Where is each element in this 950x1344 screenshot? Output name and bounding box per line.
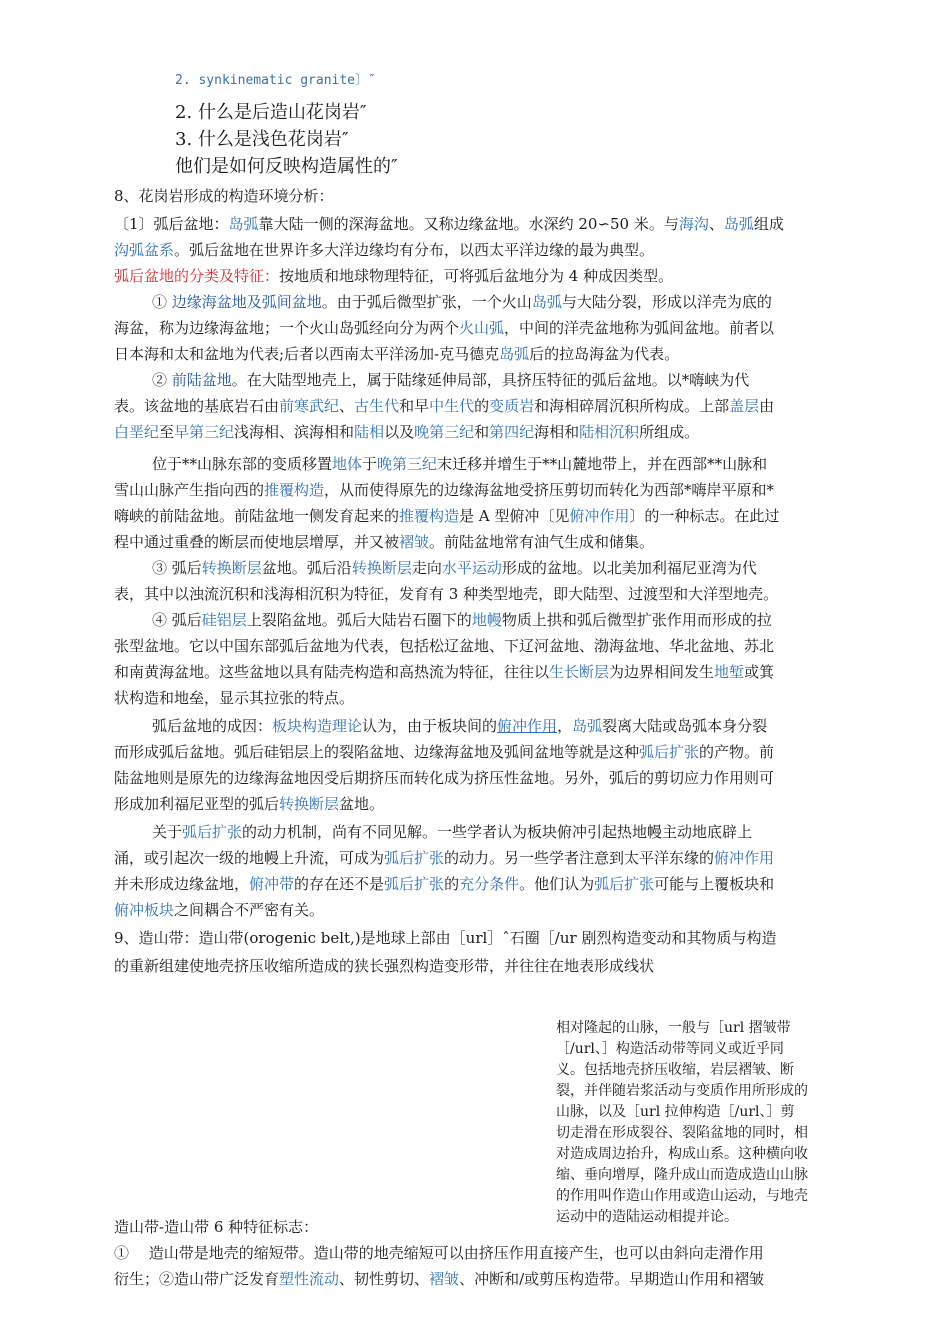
paragraph-line: 雪山山脉产生指向西的推覆构造，从而使得原先的边缘海盆地受挤压剪切而转化为西部*嗨岸平原和* [114,481,775,499]
link-fold[interactable]: 褶皱 [399,533,430,551]
link-subduction-zone[interactable]: 俯冲带 [249,875,295,893]
section-8-heading: 8、花岗岩形成的构造环境分析： [114,187,334,205]
link-island-arc[interactable]: 岛弧 [228,215,259,233]
list-item-synkinematic: 2. synkinematic granite〕″ [175,73,376,88]
link-subduction[interactable]: 俯冲作用 [497,717,558,735]
textbox-line: 对造成周边抬升，构成山系。这种横向收 [556,1146,808,1162]
paragraph-line: 并未形成边缘盆地，俯冲带的存在还不是弧后扩张的充分条件。他们认为弧后扩张可能与上覆板块和 [114,875,775,893]
paragraph-line: 表，其中以浊流沉积和浅海相沉积为特征，发育有 3 种类型地壳，即大陆型、过渡型和大洋型地壳。 [114,585,779,603]
list-item-post-orogenic: 2. 什么是后造山花岗岩″ [175,102,367,123]
paragraph-line: 弧后盆地的成因：板块构造理论认为，由于板块间的俯冲作用，岛弧裂离大陆或岛弧本身分裂 [152,717,768,735]
paragraph-line: 沟弧盆系。弧后盆地在世界许多大洋边缘均有分布，以西太平洋边缘的最为典型。 [114,241,655,259]
link-quaternary[interactable]: 第四纪 [489,423,535,441]
paragraph-line: 表。该盆地的基底岩石由前寒武纪、古生代和早中生代的变质岩和海相碎屑沉积所构成。上部盖层由 [114,397,775,415]
link-graben[interactable]: 地堑 [714,663,745,681]
link-foreland-basin[interactable]: 前陆盆地 [171,371,232,389]
link-transform-fault[interactable]: 转换断层 [279,795,340,813]
textbox-line: 裂，并伴随岩浆活动与变质作用所形成的 [556,1083,808,1099]
paragraph-line: 白垩纪至早第三纪浅海相、滨海相和陆相以及晚第三纪和第四纪海相和陆相沉积所组成。 [114,423,700,441]
classification-heading: 弧后盆地的分类及特征： [114,267,280,285]
link-back-arc-spreading[interactable]: 弧后扩张 [182,823,243,841]
link-mesozoic[interactable]: 中生代 [429,397,475,415]
paragraph-line: 和南黄海盆地。这些盆地以具有陆壳构造和高热流为特征，往往以生长断层为边界相间发生地堑或箕 [114,663,775,681]
textbox-line: 义。包括地壳挤压收缩，岩层褶皱、断 [556,1062,794,1078]
link-fold[interactable]: 褶皱 [429,1270,460,1288]
link-volcanic-arc[interactable]: 火山弧 [459,319,505,337]
link-island-arc[interactable]: 岛弧 [531,293,562,311]
link-paleozoic[interactable]: 古生代 [354,397,400,415]
section-9-line: 9、造山带：造山带(orogenic belt,)是地球上部由［url］ˆ石圈［/ur 剧烈构造变动和其物质与构造 [114,929,777,947]
paragraph-line: 关于弧后扩张的动力机制，尚有不同见解。一些学者认为板块俯冲引起热地幔主动地底辟上 [152,823,753,841]
paragraph-line: 陆盆地则是原先的边缘海盆地因受后期挤压而转化成为挤压性盆地。另外，弧后的剪切应力作用则可 [114,769,775,787]
link-plastic-flow[interactable]: 塑性流动 [279,1270,340,1288]
textbox-line: 相对隆起的山脉，一般与［url 摺皱带 [556,1020,791,1036]
link-marginal-sea-basin[interactable]: 边缘海盆地及弧间盆地 [171,293,322,311]
link-island-arc[interactable]: 岛弧 [723,215,754,233]
link-continental-facies[interactable]: 陆相 [354,423,385,441]
link-island-arc[interactable]: 岛弧 [572,717,603,735]
paragraph-line: 嗨峡的前陆盆地。前陆盆地一侧发育起来的推覆构造是 A 型俯冲〔见俯冲作用〕的一种标志。在此过 [114,507,780,525]
list-item-leucogranite: 3. 什么是浅色花岗岩″ [175,129,349,150]
textbox-line: 的作用叫作造山作用或造山运动，与地壳 [556,1188,808,1204]
textbox-line: 切走滑在形成裂谷、裂陷盆地的同时，相 [556,1125,808,1141]
link-subduction[interactable]: 俯冲作用 [569,507,630,525]
link-nappe-structure[interactable]: 推覆构造 [264,481,325,499]
link-horizontal-movement[interactable]: 水平运动 [441,559,502,577]
paragraph-line: 涌，或引起次一级的地幔上升流，可成为弧后扩张的动力。另一些学者注意到太平洋东缘的俯冲作用 [114,849,775,867]
link-late-tertiary[interactable]: 晚第三纪 [414,423,475,441]
link-back-arc-spreading[interactable]: 弧后扩张 [594,875,655,893]
link-trench[interactable]: 海沟 [678,215,709,233]
paragraph-line: 衍生；②造山带广泛发育塑性流动、韧性剪切、褶皱、冲断和/或剪压构造带。早期造山作用和褶皱 [114,1270,765,1288]
paragraph-line: 而形成弧后盆地。弧后硅铝层上的裂陷盆地、边缘海盆地及弧间盆地等就是这种弧后扩张的产物。前 [114,743,775,761]
link-mantle[interactable]: 地幔 [471,611,502,629]
paragraph-line: 俯冲板块之间耦合不严密有关。 [114,901,325,919]
paragraph-line: ③ 弧后转换断层盆地。弧后沿转换断层走向水平运动形成的盆地。以北美加利福尼亚湾为代 [152,559,757,577]
link-metamorphic-rock[interactable]: 变质岩 [489,397,535,415]
paragraph-line: 弧后盆地的分类及特征：按地质和地球物理特征，可将弧后盆地分为 4 种成因类型。 [114,267,674,285]
link-transform-fault[interactable]: 转换断层 [201,559,262,577]
link-cretaceous[interactable]: 白垩纪 [114,423,160,441]
orogenic-markers-heading: 造山带-造山带 6 种特征标志： [114,1218,319,1236]
section-9-line: 的重新组建使地壳挤压收缩所造成的狭长强烈构造变形带，并往往在地表形成线状 [114,957,655,975]
link-island-arc[interactable]: 岛弧 [499,345,530,363]
link-sial-layer[interactable]: 硅铝层 [201,611,247,629]
link-cover[interactable]: 盖层 [729,397,760,415]
paragraph-line: ② 前陆盆地。在大陆型地壳上，属于陆缘延伸局部，具挤压特征的弧后盆地。以*嗨峡为代 [152,371,750,389]
link-terrane[interactable]: 地体 [332,455,363,473]
link-back-arc-spreading[interactable]: 弧后扩张 [384,849,445,867]
paragraph-line: 状构造和地垒，显示其拉张的特点。 [114,689,355,707]
link-back-arc-spreading[interactable]: 弧后扩张 [384,875,445,893]
paragraph-line: 〔1〕弧后盆地：岛弧靠大陆一侧的深海盆地。又称边缘盆地。水深约 20∽50 米。与海沟、岛弧组成 [114,215,784,233]
textbox-line: ［/url、］构造活动带等同义或近乎同 [556,1041,784,1057]
link-precambrian[interactable]: 前寒武纪 [279,397,340,415]
paragraph-line: ① 边缘海盆地及弧间盆地。由于弧后微型扩张，一个火山岛弧与大陆分裂，形成以洋壳为底的 [152,293,772,311]
paragraph-line: 程中通过重叠的断层而使地层增厚，并又被褶皱。前陆盆地常有油气生成和储集。 [114,533,655,551]
paragraph-line: ① 造山带是地壳的缩短带。造山带的地壳缩短可以由挤压作用直接产生，也可以由斜向走滑作用 [114,1244,764,1262]
link-growth-fault[interactable]: 生长断层 [549,663,610,681]
paragraph-line: 海盆，称为边缘海盆地；一个火山岛弧经向分为两个火山弧，中间的洋壳盆地称为弧间盆地。前者以 [114,319,775,337]
link-plate-tectonics[interactable]: 板块构造理论 [272,717,363,735]
link-continental-deposit[interactable]: 陆相沉积 [579,423,640,441]
textbox-line: 缩、垂向增厚，隆升成山而造成造山山脉 [556,1167,808,1183]
list-item-tectonic-question: 他们是如何反映构造属性的″ [175,156,398,177]
paragraph-line: ④ 弧后硅铝层上裂陷盆地。弧后大陆岩石圈下的地幔物质上拱和弧后微型扩张作用而形成的拉 [152,611,772,629]
textbox-line: 山脉，以及［url 拉伸构造［/url、］剪 [556,1104,795,1120]
paragraph-line: 张型盆地。它以中国东部弧后盆地为代表，包括松辽盆地、下辽河盆地、渤海盆地、华北盆地、苏北 [114,637,775,655]
link-subduction[interactable]: 俯冲作用 [714,849,775,867]
link-late-tertiary[interactable]: 晚第三纪 [377,455,438,473]
link-transform-fault[interactable]: 转换断层 [351,559,412,577]
link-sufficient-condition[interactable]: 充分条件 [459,875,520,893]
paragraph-line: 形成加利福尼亚型的弧后转换断层盆地。 [114,795,385,813]
orogenic-belt-textbox [556,1018,862,1228]
link-early-tertiary[interactable]: 早第三纪 [174,423,235,441]
paragraph-line: 位于**山脉东部的变质移置地体于晚第三纪末迁移并增生于**山麓地带上，并在西部**山脉和 [152,455,768,473]
link-nappe-structure[interactable]: 推覆构造 [399,507,460,525]
link-back-arc-spreading[interactable]: 弧后扩张 [639,743,700,761]
textbox-line: 运动中的造陆运动相提并论。 [556,1209,738,1225]
link-trench-arc-basin-system[interactable]: 沟弧盆系 [114,241,175,259]
paragraph-line: 日本海和太和盆地为代表;后者以西南太平洋汤加-克马德克岛弧后的拉岛海盆为代表。 [114,345,680,363]
link-subducting-plate[interactable]: 俯冲板块 [114,901,175,919]
